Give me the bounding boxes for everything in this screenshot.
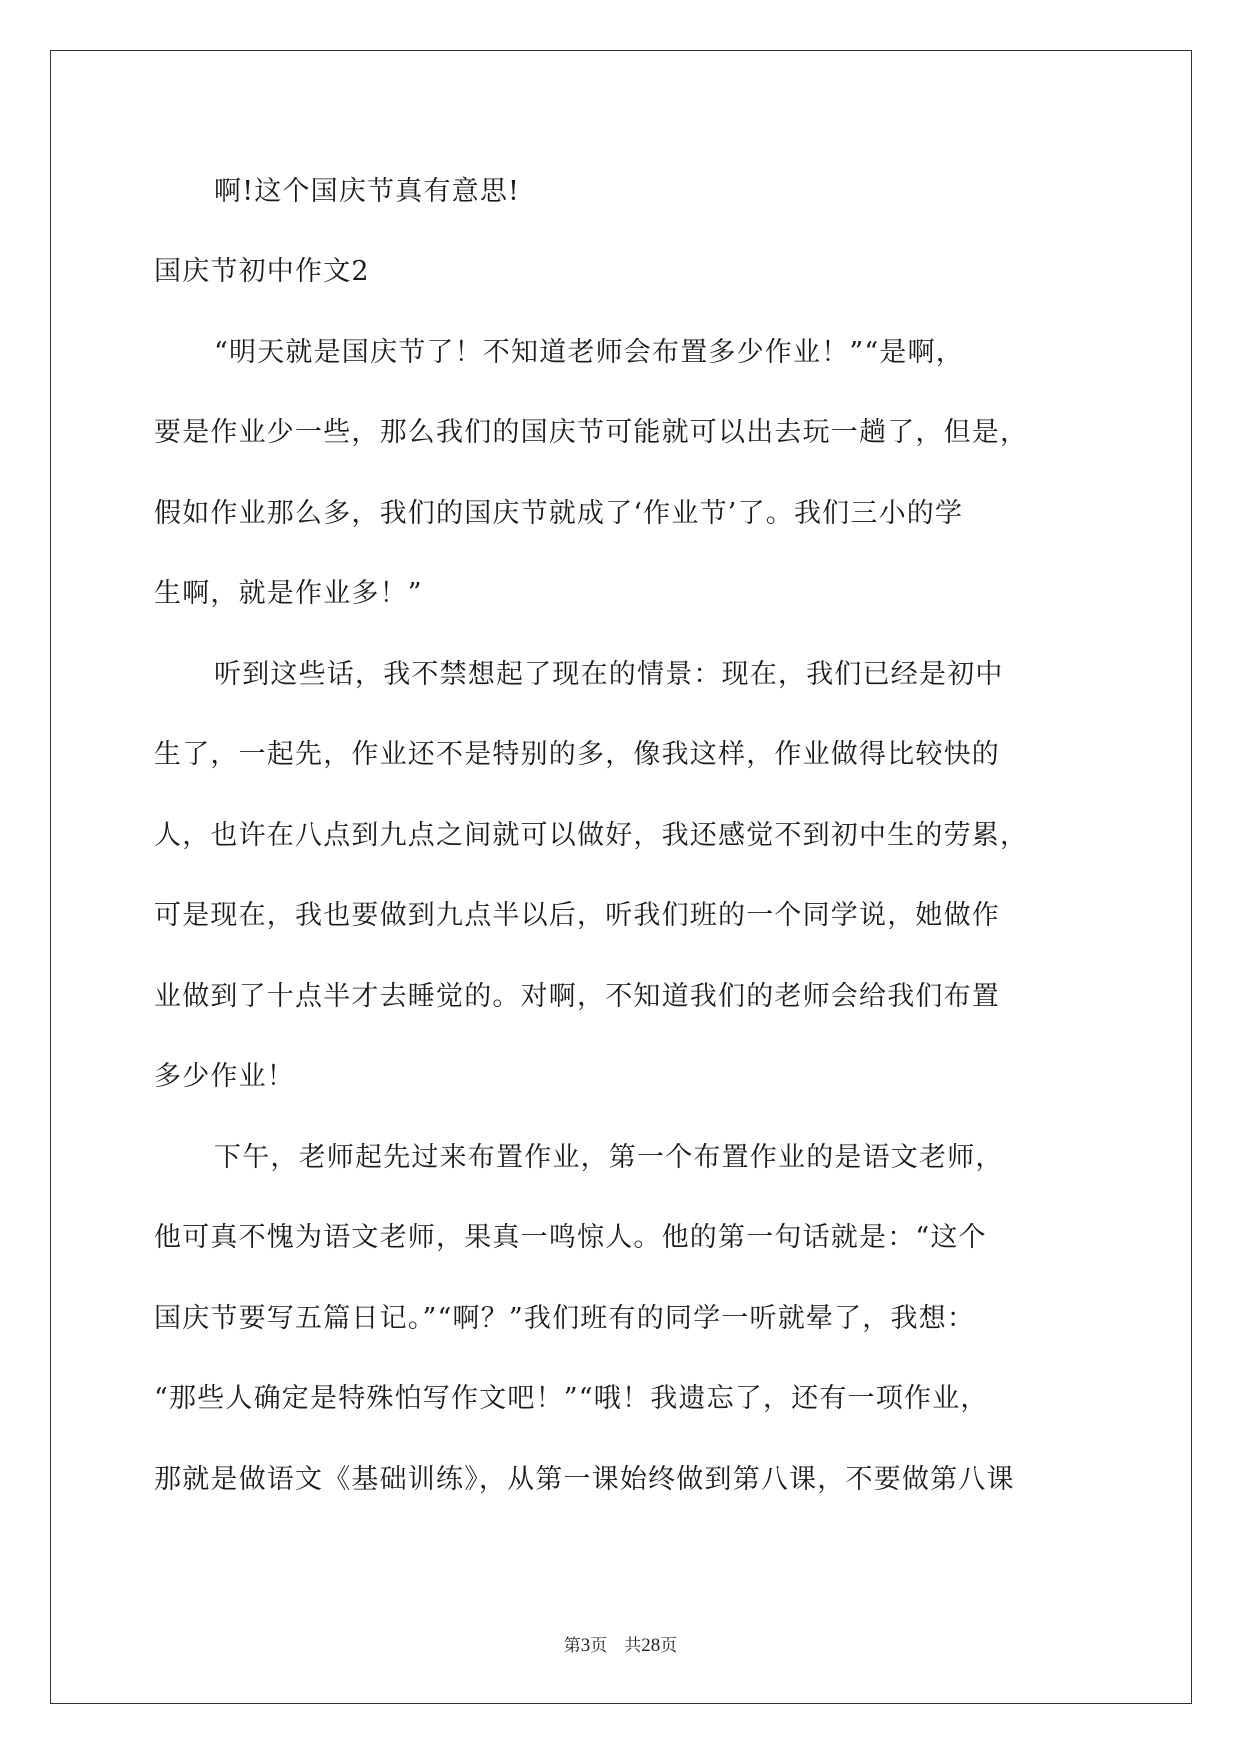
text-line: 生啊，就是作业多！”: [154, 578, 423, 609]
text-line: 国庆节要写五篇日记。”“啊？”我们班有的同学一听就晕了，我想：: [154, 1303, 976, 1334]
text-line: 他可真不愧为语文老师，果真一鸣惊人。他的第一句话就是：“这个: [154, 1222, 987, 1253]
text-line: 业做到了十点半才去睡觉的。对啊，不知道我们的老师会给我们布置: [154, 981, 1000, 1012]
text-line: “明天就是国庆节了！不知道老师会布置多少作业！”“是啊，: [214, 337, 965, 368]
page-current: 3: [580, 1635, 591, 1656]
page-mid: 页 共: [590, 1636, 642, 1655]
text-line: 听到这些话，我不禁想起了现在的情景：现在，我们已经是初中: [214, 659, 1004, 690]
text-line: 人，也许在八点到九点之间就可以做好，我还感觉不到初中生的劳累，: [154, 820, 1029, 851]
text-line: 假如作业那么多，我们的国庆节就成了‘作业节’了。我们三小的学: [154, 498, 964, 529]
text-line: “那些人确定是特殊怕写作文吧！”“哦！我遗忘了，还有一项作业，: [154, 1383, 989, 1414]
page-prefix: 第: [563, 1636, 581, 1655]
text-line: 可是现在，我也要做到九点半以后，听我们班的一个同学说，她做作: [154, 900, 1000, 931]
page-footer: [0, 1631, 1241, 1657]
text-line: 多少作业！: [154, 1061, 295, 1092]
text-line: 那就是做语文《基础训练》，从第一课始终做到第八课，不要做第八课: [154, 1464, 1015, 1495]
text-line: 生了，一起先，作业还不是特别的多，像我这样，作业做得比较快的: [154, 739, 1000, 770]
section-heading: 国庆节初中作文2: [154, 256, 370, 287]
text-line: 下午，老师起先过来布置作业，第一个布置作业的是语文老师，: [214, 1142, 1004, 1173]
page-suffix: 页: [660, 1636, 678, 1655]
text-line: 啊!这个国庆节真有意思!: [214, 176, 521, 207]
page-total: 28: [641, 1635, 661, 1656]
page-border: [50, 50, 1192, 1704]
text-line: 要是作业少一些，那么我们的国庆节可能就可以出去玩一趟了，但是，: [154, 417, 1029, 448]
